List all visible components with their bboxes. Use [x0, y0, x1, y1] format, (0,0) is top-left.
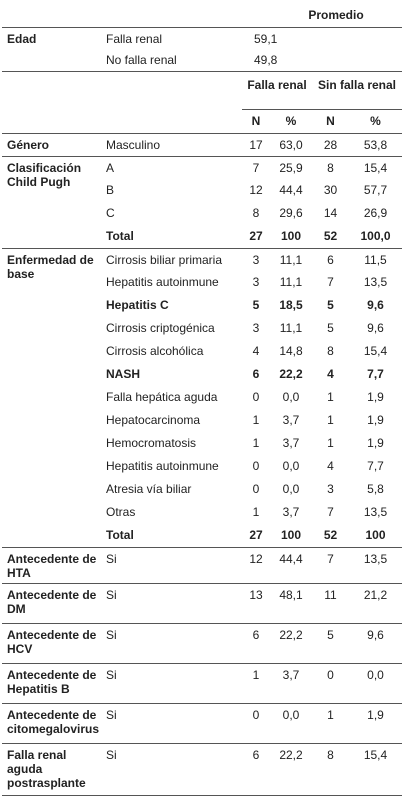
cell-pct-falla: 100	[270, 524, 312, 547]
cell-pct-sinfalla: 9,6	[349, 623, 402, 663]
cell-pct-falla: 18,5	[279, 298, 303, 312]
column-header-row	[2, 109, 402, 133]
edad-row	[2, 49, 402, 71]
cell-n-falla: 0	[252, 390, 260, 404]
row-label: Si	[103, 623, 242, 663]
cell-n-falla: 0	[252, 482, 260, 496]
cell-n-falla: 1	[252, 436, 260, 450]
cell-n-sinfalla: 5	[327, 298, 334, 312]
cell-pct-falla: 3,7	[282, 413, 300, 427]
cell-n-falla: 3	[252, 252, 260, 267]
falla-renal-header: Falla renal	[247, 77, 307, 92]
row-label: Hepatitis C	[106, 298, 169, 312]
row-label: Si	[103, 703, 242, 743]
edad-row	[2, 27, 402, 49]
cell-pct-sinfalla: 1,9	[367, 390, 384, 404]
cell-n-falla: 1	[252, 505, 260, 519]
antecedente-row	[2, 547, 402, 583]
cell-pct-sinfalla: 53,8	[349, 133, 402, 156]
row-label: Hemocromatosis	[106, 436, 197, 450]
cell-n-falla: 1	[242, 663, 270, 703]
cell-pct-sinfalla: 1,9	[367, 436, 384, 450]
row-label: A	[106, 160, 115, 175]
base-total-row	[2, 524, 402, 547]
cell-pct-sinfalla: 1,9	[367, 413, 384, 427]
cell-pct-falla: 0,0	[282, 459, 300, 473]
cell-n-falla: 0	[242, 703, 270, 743]
cell-pct-falla: 3,7	[282, 436, 300, 450]
row-label: Cirrosis alcohólica	[106, 344, 204, 358]
row-label: Atresia vía biliar	[106, 482, 192, 496]
results-table	[2, 2, 402, 796]
group-header-row	[2, 71, 402, 109]
cell-pct-sinfalla: 26,9	[363, 206, 388, 220]
row-label: Si	[103, 547, 242, 583]
child-row	[2, 156, 402, 179]
cell-n-sinfalla: 8	[312, 743, 349, 795]
cell-n-sinfalla: 0	[312, 663, 349, 703]
cell-n-falla: 1	[252, 413, 260, 427]
cell-pct-sinfalla: 0,0	[349, 663, 402, 703]
cell-pct-sinfalla: 9,6	[367, 298, 384, 312]
antecedente-label: Antecedente de DM	[2, 583, 103, 623]
cell-pct-falla: 100	[270, 225, 312, 248]
cell-n-falla: 27	[242, 524, 270, 547]
edad-value: 59,1	[254, 31, 278, 46]
cell-pct-falla: 44,4	[270, 547, 312, 583]
cell-n-falla: 3	[252, 321, 260, 335]
cell-pct-falla: 22,2	[270, 743, 312, 795]
base-label: Enfermedad de base	[7, 252, 94, 281]
cell-pct-sinfalla: 21,2	[349, 583, 402, 623]
cell-n-falla: 12	[242, 547, 270, 583]
cell-n-falla: 6	[242, 743, 270, 795]
cell-n-sinfalla: 8	[327, 344, 334, 358]
cell-n-sinfalla: 14	[323, 206, 338, 220]
cell-pct-sinfalla: 13,5	[349, 547, 402, 583]
cell-pct-sinfalla: 13,5	[363, 505, 388, 519]
cell-pct-sinfalla: 13,5	[363, 275, 388, 289]
cell-n-falla: 4	[252, 344, 260, 358]
antecedente-row	[2, 663, 402, 703]
row-label: Si	[103, 743, 242, 795]
cell-pct-falla: 48,1	[270, 583, 312, 623]
cell-n-sinfalla: 28	[312, 133, 349, 156]
row-label: Si	[103, 583, 242, 623]
child-label: Clasificación Child Pugh	[7, 160, 82, 189]
n-header: N	[312, 109, 349, 133]
promedio-header: Promedio	[270, 2, 402, 27]
cell-n-falla: 5	[252, 298, 260, 312]
edad-value: 49,8	[242, 49, 402, 71]
cell-pct-sinfalla: 100	[349, 524, 402, 547]
antecedente-label: Antecedente de Hepatitis B	[2, 663, 103, 703]
cell-pct-sinfalla: 15,4	[363, 344, 388, 358]
cell-pct-sinfalla: 11,5	[364, 252, 387, 267]
antecedente-label: Falla renal aguda postrasplante	[2, 743, 103, 795]
cell-n-sinfalla: 1	[312, 703, 349, 743]
n-header: N	[242, 109, 270, 133]
row-label: Hepatitis autoinmune	[106, 459, 219, 473]
row-label: B	[106, 183, 115, 197]
cell-n-falla: 12	[249, 183, 263, 197]
row-label: NASH	[106, 367, 141, 381]
cell-n-sinfalla: 1	[327, 436, 334, 450]
cell-n-sinfalla: 5	[312, 623, 349, 663]
cell-n-sinfalla: 52	[312, 225, 349, 248]
cell-pct-falla: 11,1	[279, 252, 303, 267]
total-label: Total	[103, 225, 242, 248]
cell-n-sinfalla: 1	[327, 390, 334, 404]
cell-pct-sinfalla: 15,4	[349, 743, 402, 795]
cell-n-falla: 17	[242, 133, 270, 156]
antecedente-label: Antecedente de HCV	[2, 623, 103, 663]
cell-pct-falla: 44,4	[279, 183, 303, 197]
cell-pct-falla: 22,2	[279, 367, 303, 381]
edad-label: Edad	[7, 31, 37, 46]
antecedente-row	[2, 743, 402, 795]
cell-pct-falla: 29,6	[279, 206, 303, 220]
cell-n-falla: 0	[252, 459, 260, 473]
cell-pct-falla: 22,2	[270, 623, 312, 663]
cell-n-falla: 13	[242, 583, 270, 623]
edad-group-name: Falla renal	[106, 31, 163, 46]
cell-pct-falla: 3,7	[282, 505, 300, 519]
row-label: Falla hepática aguda	[106, 390, 218, 404]
row-label: Hepatocarcinoma	[106, 413, 201, 427]
cell-n-falla: 27	[242, 225, 270, 248]
cell-pct-sinfalla: 100,0	[349, 225, 402, 248]
edad-group-name: No falla renal	[103, 49, 242, 71]
antecedente-label: Antecedente de citomegalovirus	[2, 703, 103, 743]
cell-pct-sinfalla: 57,7	[363, 183, 388, 197]
cell-pct-sinfalla: 9,6	[367, 321, 384, 335]
cell-pct-sinfalla: 1,9	[349, 703, 402, 743]
genero-row	[2, 133, 402, 156]
cell-pct-falla: 0,0	[282, 482, 300, 496]
cell-n-sinfalla: 7	[327, 275, 334, 289]
row-label: Cirrosis biliar primaria	[106, 252, 223, 267]
cell-pct-falla: 63,0	[270, 133, 312, 156]
row-label: Otras	[106, 505, 136, 519]
cell-n-sinfalla: 8	[327, 160, 334, 175]
promedio-header-row	[2, 2, 402, 27]
sin-falla-renal-header: Sin falla renal	[317, 77, 397, 92]
cell-n-sinfalla: 6	[327, 252, 334, 267]
child-total-row	[2, 225, 402, 248]
total-label: Total	[103, 524, 242, 547]
cell-n-sinfalla: 4	[327, 367, 334, 381]
cell-n-sinfalla: 5	[327, 321, 334, 335]
cell-n-falla: 3	[252, 275, 260, 289]
row-label: C	[106, 206, 115, 220]
cell-pct-sinfalla: 7,7	[367, 459, 384, 473]
row-label: Hepatitis autoinmune	[106, 275, 219, 289]
cell-n-sinfalla: 3	[327, 482, 334, 496]
pct-header: %	[349, 109, 402, 133]
cell-pct-sinfalla: 15,4	[363, 160, 388, 175]
cell-n-sinfalla: 7	[327, 505, 334, 519]
cell-pct-falla: 11,1	[279, 321, 303, 335]
pct-header: %	[270, 109, 312, 133]
cell-pct-falla: 11,1	[279, 275, 303, 289]
cell-n-falla: 7	[252, 160, 260, 175]
cell-pct-falla: 0,0	[282, 390, 300, 404]
cell-n-sinfalla: 11	[312, 583, 349, 623]
cell-n-sinfalla: 1	[327, 413, 334, 427]
cell-n-sinfalla: 52	[312, 524, 349, 547]
cell-n-falla: 8	[252, 206, 260, 220]
row-label: Cirrosis criptogénica	[106, 321, 215, 335]
genero-label: Género	[2, 133, 103, 156]
cell-n-falla: 6	[242, 623, 270, 663]
antecedente-row	[2, 583, 402, 623]
cell-pct-sinfalla: 7,7	[367, 367, 384, 381]
antecedente-row	[2, 623, 402, 663]
base-row	[2, 248, 402, 271]
row-label: Masculino	[103, 133, 242, 156]
cell-pct-falla: 0,0	[270, 703, 312, 743]
cell-n-falla: 6	[252, 367, 260, 381]
antecedente-label: Antecedente de HTA	[2, 547, 103, 583]
cell-pct-sinfalla: 5,8	[367, 482, 384, 496]
cell-n-sinfalla: 30	[323, 183, 338, 197]
cell-n-sinfalla: 4	[327, 459, 334, 473]
cell-pct-falla: 3,7	[270, 663, 312, 703]
cell-pct-falla: 25,9	[279, 160, 303, 175]
row-label: Si	[103, 663, 242, 703]
cell-n-sinfalla: 7	[312, 547, 349, 583]
cell-pct-falla: 14,8	[279, 344, 303, 358]
antecedente-row	[2, 703, 402, 743]
